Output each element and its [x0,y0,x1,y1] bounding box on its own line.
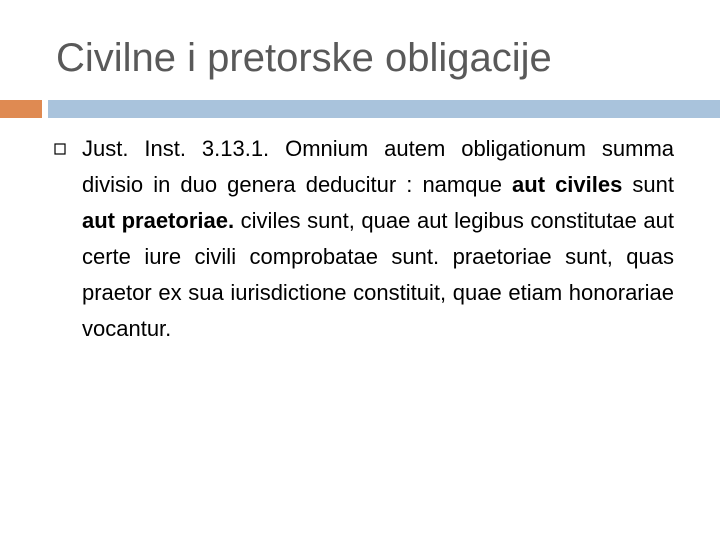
paragraph-text-3: civiles sunt, quae aut legibus constitutae aut certe iure civili comprobatae sunt. praetoriae sunt, quas praetor ex sua iurisdictione constituit, quae etiam honorariae vocantur. [82,208,674,341]
title-divider-bar [48,100,720,118]
slide-title: Civilne i pretorske obligacije [56,36,552,80]
bullet-paragraph [82,131,674,347]
paragraph-text-2: sunt [622,172,675,197]
paragraph-text-1: Just. Inst. 3.13.1. Omnium autem obligationum summa divisio in duo genera deducitur : namque [82,136,674,197]
title-accent-bar [0,100,42,118]
bold-phrase-aut-civiles: aut civiles [512,172,623,197]
bold-phrase-aut-praetoriae: aut praetoriae. [82,208,235,233]
hollow-square-bullet-icon [54,143,66,155]
